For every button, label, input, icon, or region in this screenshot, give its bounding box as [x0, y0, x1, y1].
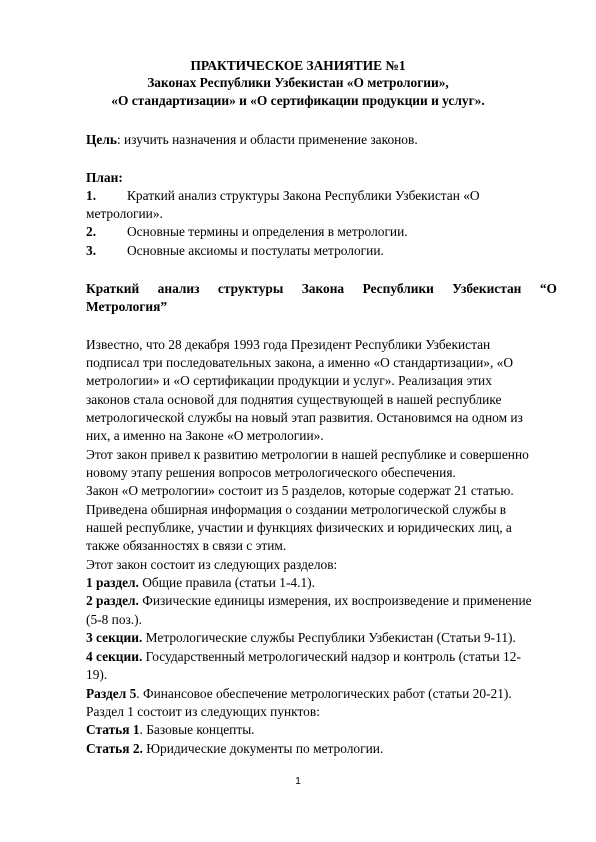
section-heading-line-2: Метрология”: [86, 299, 168, 314]
heading-word: структуры: [217, 281, 284, 296]
goal-line: [86, 131, 418, 148]
section-list-text: Государственный метрологический надзор и контроль (статьи 12-: [142, 649, 521, 664]
section-list-text: . Финансовое обеспечение метрологических работ (статьи 20-21).: [136, 686, 512, 701]
body-line: них, а именно на Законе «О метрологии».: [86, 428, 324, 443]
body-line: метрологии» и «О сертификации продукции и услуг». Реализация этих: [86, 373, 492, 388]
plan-label: План:: [86, 170, 123, 185]
section-list-bold: 4 секции.: [86, 649, 143, 664]
heading-word: Республики: [362, 281, 434, 296]
page-title-line-3: «О стандартизации» и «О сертификации продукции и услуг».: [111, 93, 485, 108]
plan-item-2-text: Основные термины и определения в метрологии.: [127, 224, 408, 239]
section-list-line: [86, 574, 315, 591]
plan-item-1-number: 1.: [86, 188, 97, 203]
heading-word: “О: [539, 281, 557, 296]
section-list-bold: 2 раздел.: [86, 593, 139, 608]
section-list-bold: 1 раздел.: [86, 575, 139, 590]
section-list-line: [86, 721, 255, 738]
section-list-line: [86, 592, 532, 609]
section-heading-line-1: [86, 280, 557, 297]
section-list-text: Общие правила (статьи 1-4.1).: [138, 575, 315, 590]
body-line: новому этапу решения вопросов метрологического обеспечения.: [86, 465, 456, 480]
plan-item-3-text: Основные аксиомы и постулаты метрологии.: [127, 243, 384, 258]
section-list-bold: Раздел 5: [86, 686, 137, 701]
heading-word: анализ: [157, 281, 200, 296]
body-line: подписал три последовательных закона, а именно «О стандартизации», «О: [86, 355, 514, 370]
plan-item-2-number: 2.: [86, 224, 97, 239]
section-list-line: [86, 666, 107, 683]
body-line: метрологической службы на новый этап развития. Остановимся на одном из: [86, 410, 523, 425]
section-list-line: [86, 740, 383, 757]
section-list-line: [86, 611, 142, 628]
page-title-line-2: Законах Республики Узбекистан «О метрологии»,: [147, 75, 449, 90]
body-line: Приведена обширная информация о создании метрологической службы в: [86, 502, 507, 517]
plan-item-1-continuation: метрологии».: [86, 206, 163, 221]
body-line: также обязанностях в связи с этим.: [86, 538, 287, 553]
section-list-text: . Базовые концепты.: [139, 722, 255, 737]
plan-item-3-number: 3.: [86, 243, 97, 258]
section-list-bold: 3 секции.: [86, 630, 143, 645]
heading-word: Закона: [301, 281, 345, 296]
body-line: нашей республике, участии и функциях физических и юридических лиц, а: [86, 520, 512, 535]
goal-text: : изучить назначения и области применение законов.: [116, 132, 418, 147]
heading-word: Узбекистан: [452, 281, 522, 296]
page-title-line-1: ПРАКТИЧЕСКОЕ ЗАНИЯТИЕ №1: [190, 58, 406, 73]
body-line: Закон «О метрологии» состоит из 5 разделов, которые содержат 21 статью.: [86, 483, 514, 498]
section-list-line: [86, 629, 516, 646]
section-list-bold: Статья 1: [86, 722, 140, 737]
section-list-bold: Статья 2.: [86, 741, 143, 756]
section-list-text: Юридические документы по метрологии.: [142, 741, 384, 756]
heading-word: Краткий: [86, 281, 140, 296]
section-list-text: 19).: [86, 667, 108, 682]
page-number: 1: [295, 776, 301, 787]
section-list-text: Раздел 1 состоит из следующих пунктов:: [86, 704, 320, 719]
goal-label: Цель: [86, 132, 117, 147]
section-list-line: [86, 685, 512, 702]
section-list-text: (5-8 поз.).: [86, 612, 142, 627]
plan-item-1-text: Краткий анализ структуры Закона Республики Узбекистан «О: [127, 188, 480, 203]
body-line: законов стала основой для поднятия существующей в нашей республике: [86, 392, 502, 407]
section-list-text: Метрологические службы Республики Узбекистан (Статьи 9-11).: [142, 630, 516, 645]
section-list-text: Физические единицы измерения, их воспроизведение и применение: [138, 593, 532, 608]
body-line: Известно, что 28 декабря 1993 года Президент Республики Узбекистан: [86, 337, 491, 352]
section-list-line: [86, 703, 320, 720]
body-line: Этот закон привел к развитию метрологии в нашей республике и совершенно: [86, 447, 529, 462]
body-line: Этот закон состоит из следующих разделов:: [86, 557, 338, 572]
section-list-line: [86, 648, 521, 665]
